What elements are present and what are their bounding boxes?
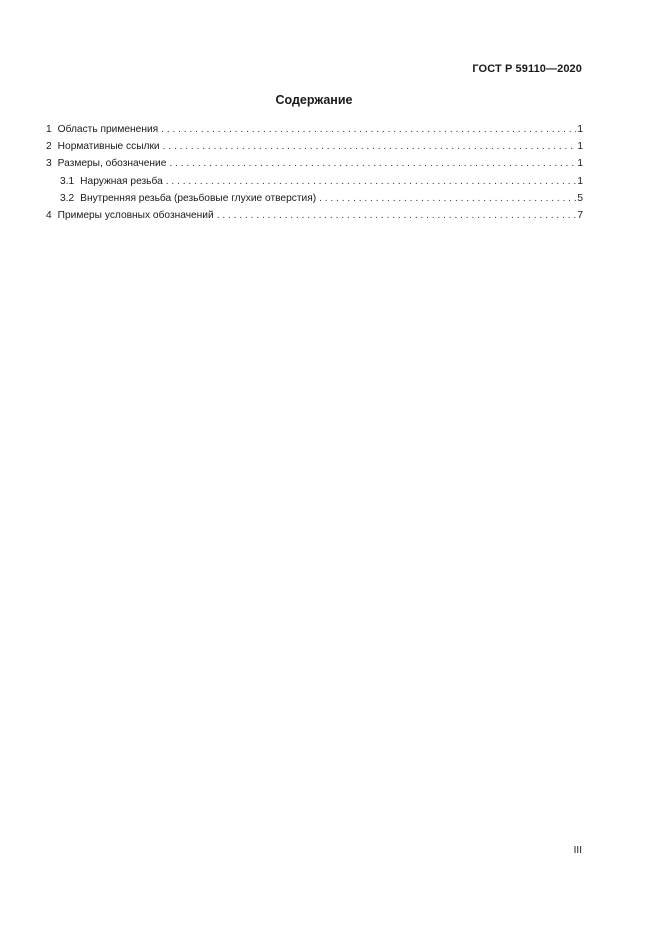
toc-entry[interactable] — [46, 155, 583, 172]
page-number: III — [573, 845, 582, 856]
toc-entry[interactable] — [46, 207, 583, 224]
table-of-contents — [46, 121, 583, 224]
toc-subentry[interactable] — [46, 173, 583, 190]
toc-entry[interactable] — [46, 121, 583, 138]
toc-entry-number: 2 — [46, 141, 52, 153]
toc-entry-number: 1 — [46, 124, 52, 135]
toc-entry-page: 1 — [577, 141, 583, 153]
toc-entry-label: Размеры, обозначение — [57, 158, 167, 170]
toc-leader-dots — [217, 207, 577, 224]
toc-entry-number: 3.2 — [60, 192, 75, 204]
toc-entry-page: 1 — [577, 175, 583, 187]
toc-entry-label: Нормативные ссылки — [57, 141, 160, 153]
toc-entry-label: Внутренняя резьба (резьбовые глухие отверстия) — [80, 192, 317, 204]
toc-leader-dots — [163, 138, 577, 155]
toc-entry-label: Примеры условных обозначений — [57, 209, 214, 221]
toc-entry-number: 3.1 — [60, 175, 75, 187]
toc-subentry[interactable] — [46, 190, 583, 207]
toc-title: Содержание — [275, 93, 353, 107]
toc-entry-label: Наружная резьба — [80, 175, 163, 187]
toc-entry-page: 1 — [577, 158, 583, 170]
toc-entry-page: 1 — [577, 124, 583, 135]
toc-leader-dots — [169, 155, 576, 172]
toc-leader-dots — [166, 173, 577, 190]
toc-entry-number: 3 — [46, 158, 52, 170]
toc-entry-label: Область применения — [57, 124, 159, 135]
toc-entry[interactable] — [46, 138, 583, 155]
toc-leader-dots — [319, 190, 576, 207]
toc-entry-number: 4 — [46, 209, 52, 221]
toc-entry-page: 5 — [577, 192, 583, 204]
toc-leader-dots — [161, 121, 576, 138]
toc-entry-page: 7 — [577, 209, 583, 221]
document-code: ГОСТ Р 59110—2020 — [472, 63, 582, 75]
